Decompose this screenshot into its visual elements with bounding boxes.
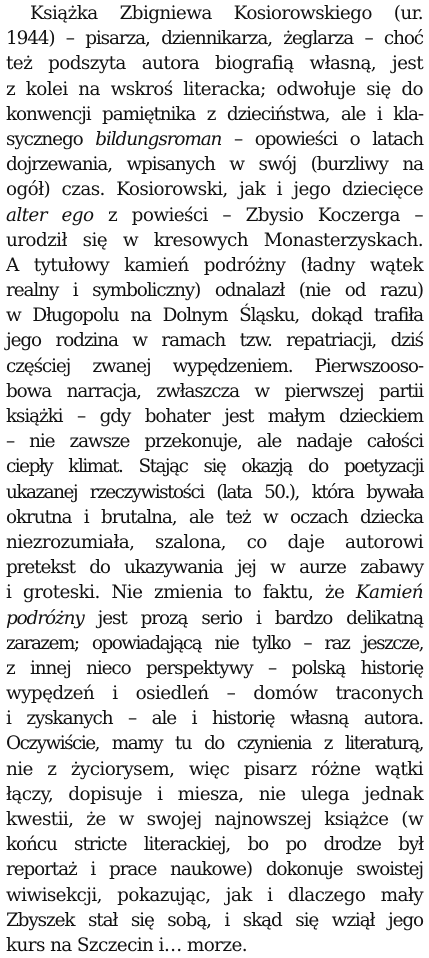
text-segment: 1944) – pisarza, dziennikarza, żeglarza – choć [6,28,423,50]
text-line [6,505,423,530]
text-segment: książki – gdy bohater jest małym dzieckiem [6,406,423,427]
text-line [6,807,423,832]
text-line [6,606,423,631]
text-segment: jest prozą serio i bardzo delikatną [83,607,423,629]
text-line [6,681,423,706]
text-segment: ciepły klimat. Stając się okazją do poetyzacji [6,456,423,478]
text-line [6,203,423,228]
text-segment: realny i symboliczny) odnalazł (nie od razu) [6,280,423,302]
text-line [6,429,423,454]
text-line [6,883,423,908]
text-segment: Książka Zbigniewa Kosiorowskiego (ur. [30,3,423,24]
text-segment: konwencji pamiętnika z dzieciństwa, ale i kla- [6,103,423,125]
text-segment: z innej nieco perspektywy – polską historię [6,657,423,679]
text-line [6,328,423,353]
text-line [6,303,423,328]
article-text [6,1,423,958]
text-segment: wiwisekcji, pokazując, jak i dlaczego mały [6,884,423,906]
text-segment: łączy, dopisuje i miesza, nie ulega jednak [6,783,423,805]
text-line [6,77,423,102]
text-segment: ukazanej rzeczywistości (lata 50.), która bywała [6,481,423,503]
text-line [6,706,423,731]
text-line [6,51,423,76]
text-line [6,933,423,958]
text-segment: wypędzeń i osiedleń – domów traconych [6,683,423,705]
text-segment: urodził się w kresowych Monasterzyskach. [6,229,423,251]
text-segment: sycznego [6,128,96,150]
text-segment: bowa narracja, zwłaszcza w pierwszej partii [6,380,423,402]
text-segment: i groteski. Nie zmienia to faktu, że [6,582,356,604]
text-segment: częściej zwanej wypędzeniem. Pierwszooso- [6,355,423,377]
text-segment: z powieści – Zbysio Koczerga – [93,204,423,226]
text-line [6,908,423,933]
text-line [6,404,423,429]
text-segment: kurs na Szczecin i… morze. [6,934,247,956]
text-segment: pretekst do ukazywania jej w aurze zabawy [6,557,423,579]
text-segment: – opowieści o latach [221,128,423,150]
italic-text-segment: bildungsroman [95,128,222,150]
text-line [6,152,423,177]
text-line [6,656,423,681]
text-line [6,354,423,379]
text-line [6,253,423,278]
text-line [6,228,423,253]
text-segment: Oczywiście, mamy tu do czynienia z literaturą, [6,733,423,755]
text-segment: zarazem; opowiadającą nie tylko – raz jeszcze, [6,632,423,654]
text-line [6,177,423,202]
text-segment: jego rodzina w ramach tzw. repatriacji, dziś [6,330,423,352]
text-line [6,530,423,555]
italic-text-segment: podróżny [6,607,84,629]
text-segment: końcu stricte literackiej, bo po drodze był [6,834,423,856]
text-segment: kwestii, że w swojej najnowszej książce (w [6,809,423,830]
text-line [6,26,423,51]
italic-text-segment: alter ego [6,204,94,226]
text-line [6,555,423,580]
text-line [6,102,423,127]
text-line [6,757,423,782]
text-segment: reportaż i prace naukowe) dokonuje swoistej [6,859,423,881]
text-line [6,480,423,505]
text-line [6,278,423,303]
text-segment: też podszyta autora biografią własną, jest [6,53,423,75]
text-segment: w Długopolu na Dolnym Śląsku, dokąd trafiła [6,305,423,327]
text-segment: A tytułowy kamień podróżny (ładny wątek [6,254,423,276]
text-segment: okrutna i brutalna, ale też w oczach dziecka [6,506,423,528]
text-line [6,379,423,404]
text-line [6,454,423,479]
text-segment: Zbyszek stał się sobą, i skąd się wziął jego [6,909,423,931]
text-segment: z kolei na wskroś literacka; odwołuje się do [6,78,423,100]
text-line [6,832,423,857]
text-line [6,580,423,605]
text-line [6,631,423,656]
text-line [6,1,423,26]
text-segment: ogół) czas. Kosiorowski, jak i jego dziecięce [6,179,423,201]
text-line [6,782,423,807]
text-line [6,127,423,152]
text-line [6,731,423,756]
text-segment: nie z życiorysem, więc pisarz różne wątki [6,758,423,780]
text-segment: dojrzewania, wpisanych w swój (burzliwy na [6,154,423,176]
text-segment: – nie zawsze przekonuje, ale nadaje całości [6,431,423,453]
text-segment: niezrozumiała, szalona, co daje autorowi [6,531,423,553]
text-line [6,857,423,882]
italic-text-segment: Kamień [355,582,423,604]
text-segment: i zyskanych – ale i historię własną autora. [6,708,423,730]
